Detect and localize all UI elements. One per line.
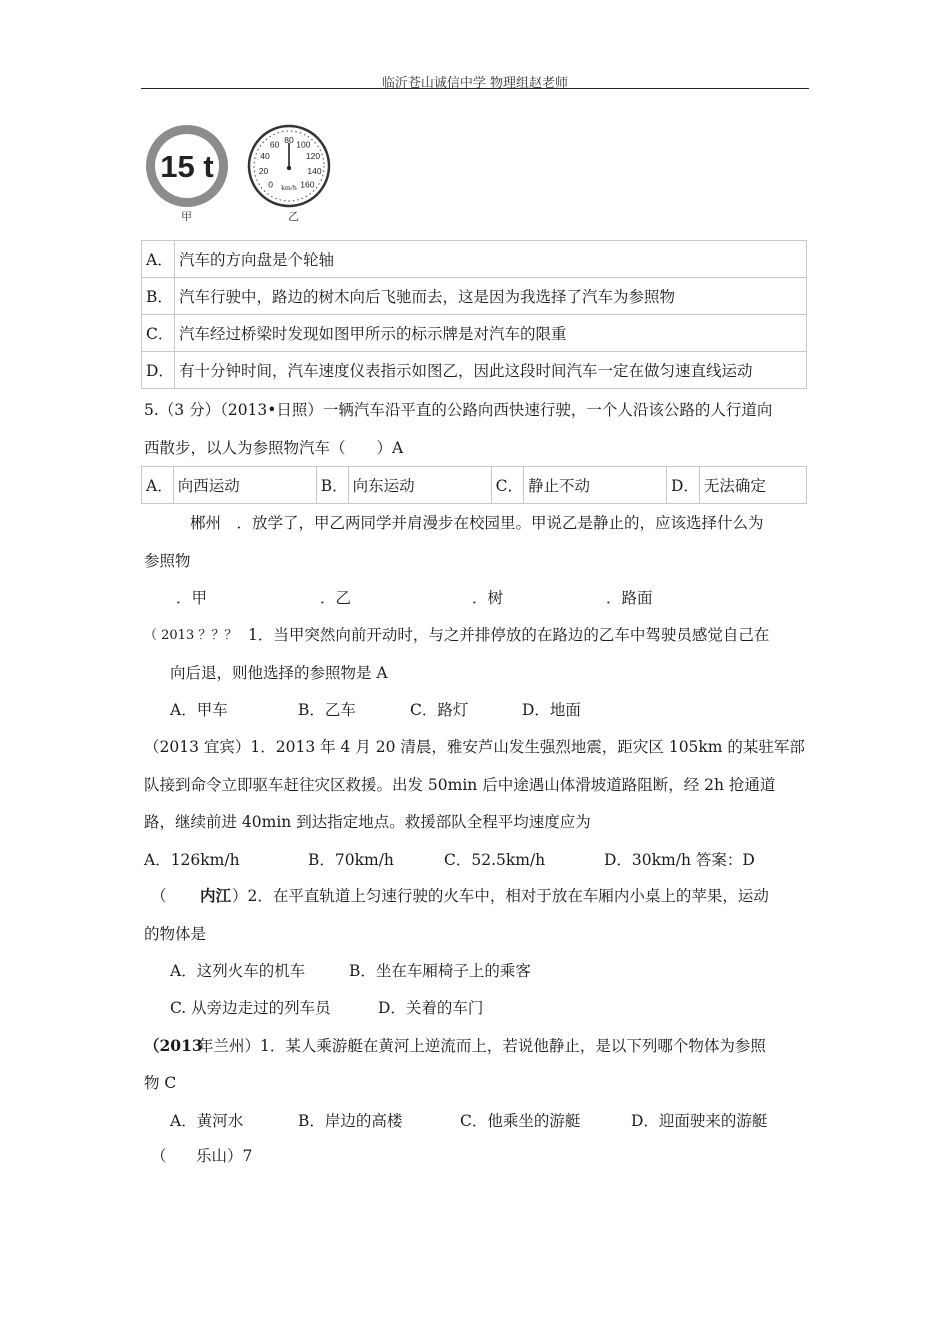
chenzhou-option-b: ．乙 bbox=[320, 589, 352, 607]
sign-text: 15 t bbox=[160, 149, 214, 184]
gauge-tick-label: 140 bbox=[307, 166, 322, 177]
neijiang-option-d: D．关着的车门 bbox=[378, 999, 484, 1017]
q5-line1: 5.（3 分）（2013•日照）一辆汽车沿平直的公路向西快速行驶，一个人沿该公路的人行道向 bbox=[144, 401, 773, 419]
gauge-tick-label: 120 bbox=[305, 151, 321, 162]
lanzhou-option-a: A．黄河水 bbox=[170, 1112, 244, 1130]
chenzhou-line2: 参照物 bbox=[144, 552, 191, 570]
weight-limit-sign-icon bbox=[146, 125, 228, 207]
speedometer-icon bbox=[249, 126, 329, 206]
gauge-tick-label: 80 bbox=[284, 135, 294, 145]
lanzhou-prefix: （2013 bbox=[144, 1036, 203, 1055]
figure bbox=[144, 124, 334, 224]
q4-option-b bbox=[142, 278, 807, 315]
q2013a-option-d: D．地面 bbox=[522, 701, 581, 719]
lanzhou-line1: 年兰州）1．某人乘游艇在黄河上逆流而上，若说他静止，是以下列哪个物体为参照 bbox=[198, 1037, 766, 1055]
q5-option-text: 无法确定 bbox=[699, 467, 806, 504]
page-header: 临沂苍山诚信中学 物理组赵老师 bbox=[381, 76, 569, 91]
q2013a-option-b: B．乙车 bbox=[298, 701, 356, 719]
gauge-tick-label: 20 bbox=[258, 166, 269, 177]
neijiang-line2: 的物体是 bbox=[144, 925, 207, 943]
q4-option-text: 汽车经过桥梁时发现如图甲所示的标示牌是对汽车的限重 bbox=[174, 315, 806, 352]
chenzhou-option-a: ．甲 bbox=[176, 589, 208, 607]
chenzhou-option-c: ．树 bbox=[472, 589, 504, 607]
gauge-tick-label: 0 bbox=[268, 179, 273, 190]
neijiang-option-b: B．坐在车厢椅子上的乘客 bbox=[349, 962, 531, 980]
label-yi: 乙 bbox=[288, 210, 299, 223]
q5-options-row bbox=[142, 467, 807, 504]
q4-options-table bbox=[141, 240, 807, 389]
label-jia: 甲 bbox=[181, 210, 192, 223]
q4-option-text: 有十分钟时间，汽车速度仪表指示如图乙，因此这段时间汽车一定在做匀速直线运动 bbox=[174, 352, 806, 389]
q5-option-letter: B． bbox=[316, 467, 348, 504]
q5-options-table bbox=[141, 466, 807, 504]
yibin-line1: （2013 宜宾）1．2013 年 4 月 20 清晨，雅安芦山发生强烈地震，距灾区 105km 的某驻军部 bbox=[144, 738, 805, 756]
yibin-option-b: B．70km/h bbox=[308, 851, 394, 869]
q4-option-letter: D． bbox=[142, 352, 175, 389]
yibin-line3: 路，继续前进 40min 到达指定地点。救援部队全程平均速度应为 bbox=[144, 813, 591, 831]
q4-option-c bbox=[142, 315, 807, 352]
neijiang-paren: （ bbox=[151, 887, 167, 905]
q5-option-letter: A． bbox=[142, 467, 174, 504]
header-rule bbox=[141, 88, 809, 89]
neijiang-line1: ）2．在平直轨道上匀速行驶的火车中，相对于放在车厢内小桌上的苹果，运动 bbox=[232, 887, 769, 905]
yibin-option-a: A．126km/h bbox=[144, 851, 240, 869]
lanzhou-line2: 物 C bbox=[144, 1074, 177, 1092]
gauge-tick-label: 60 bbox=[269, 139, 280, 150]
leshan-paren: （ bbox=[151, 1147, 167, 1165]
q2013a-line1: 1．当甲突然向前开动时，与之并排停放的在路边的乙车中驾驶员感觉自己在 bbox=[248, 626, 770, 644]
lanzhou-option-c: C．他乘坐的游艇 bbox=[460, 1112, 581, 1130]
q5-option-text: 向东运动 bbox=[348, 467, 491, 504]
q4-option-d bbox=[142, 352, 807, 389]
lanzhou-option-d: D．迎面驶来的游艇 bbox=[631, 1112, 768, 1130]
q4-option-letter: B． bbox=[142, 278, 175, 315]
neijiang-name: 内江 bbox=[200, 886, 232, 905]
neijiang-option-a: A．这列火车的机车 bbox=[170, 962, 306, 980]
q5-line2: 西散步，以人为参照物汽车（ ）A bbox=[144, 439, 404, 457]
q5-option-text: 向西运动 bbox=[173, 467, 316, 504]
q4-option-a bbox=[142, 241, 807, 278]
q2013a-option-c: C．路灯 bbox=[410, 701, 469, 719]
q5-option-text: 静止不动 bbox=[523, 467, 666, 504]
lanzhou-option-b: B．岸边的高楼 bbox=[298, 1112, 403, 1130]
neijiang-option-c: C. 从旁边走过的列车员 bbox=[170, 999, 331, 1017]
q4-option-letter: A． bbox=[142, 241, 175, 278]
q2013a-prefix: （ 2013 ？？？ bbox=[144, 628, 238, 643]
gauge-unit: km/h bbox=[281, 183, 297, 192]
q2013a-option-a: A．甲车 bbox=[170, 701, 228, 719]
gauge-tick-label: 40 bbox=[260, 151, 270, 162]
q5-option-letter: D． bbox=[666, 467, 699, 504]
chenzhou-option-d: ．路面 bbox=[606, 589, 653, 607]
q4-option-text: 汽车行驶中，路边的树木向后飞驰而去，这是因为我选择了汽车为参照物 bbox=[174, 278, 806, 315]
q2013a-line2: 向后退，则他选择的参照物是 A bbox=[170, 664, 388, 682]
leshan-text: 乐山）7 bbox=[196, 1147, 253, 1165]
chenzhou-line1: 郴州 ．放学了，甲乙两同学并肩漫步在校园里。甲说乙是静止的，应该选择什么为 bbox=[190, 514, 764, 532]
q4-option-letter: C． bbox=[142, 315, 175, 352]
yibin-option-d: D．30km/h 答案：D bbox=[604, 851, 755, 869]
gauge-tick-label: 160 bbox=[300, 179, 315, 190]
yibin-line2: 队接到命令立即驱车赶往灾区救援。出发 50min 后中途遇山体滑坡道路阻断，经 2h 抢通道 bbox=[144, 776, 776, 794]
gauge-tick-label: 100 bbox=[296, 139, 311, 150]
q5-option-letter: C． bbox=[491, 467, 523, 504]
q4-option-text: 汽车的方向盘是个轮轴 bbox=[174, 241, 806, 278]
yibin-option-c: C．52.5km/h bbox=[444, 851, 546, 869]
